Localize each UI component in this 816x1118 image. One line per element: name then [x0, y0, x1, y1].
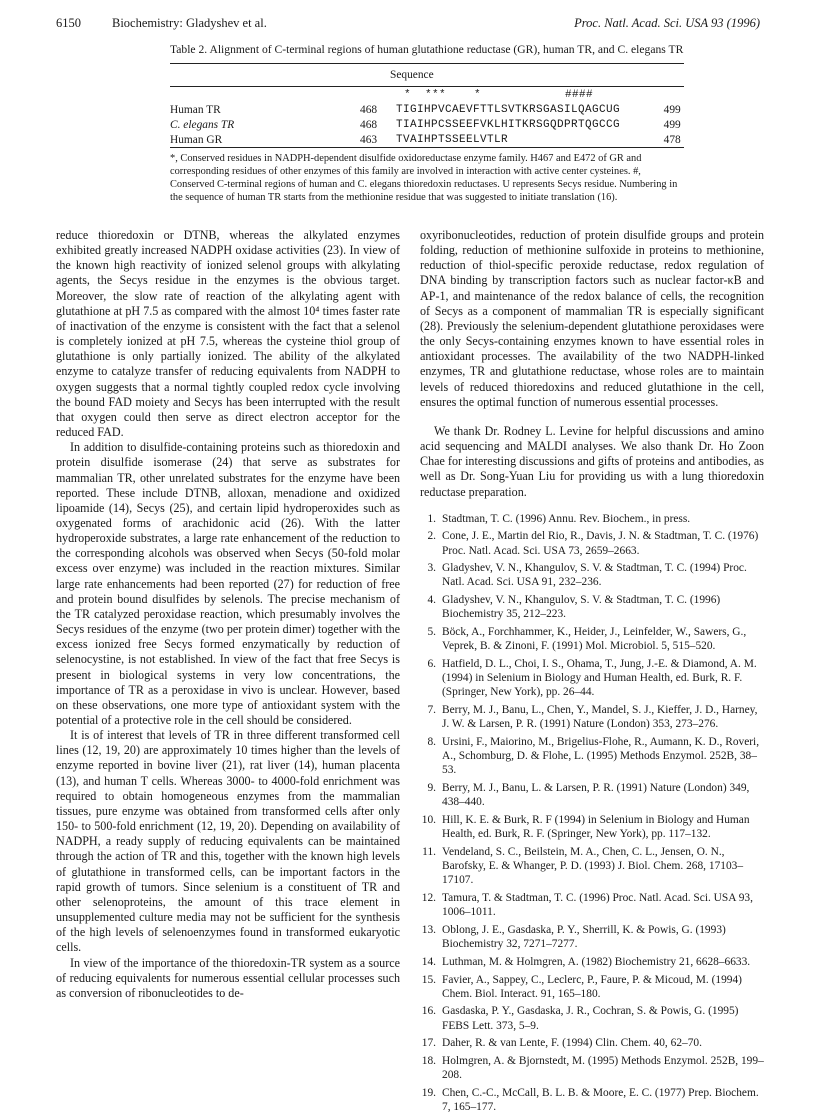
reference-item: 10. Hill, K. E. & Burk, R. F (1994) in Selenium in Biology and Human Health, ed. Burk, R. F. (Springer, New York), pp. 117–132. — [421, 814, 750, 841]
table-caption-label: Table 2. — [170, 43, 208, 56]
reference-item: 15. Favier, A., Sappey, C., Leclerc, P., Faure, P. & Micoud, M. (1994) Chem. Biol. Interact. 91, 165–180. — [421, 973, 742, 1000]
paragraph: In view of the importance of the thioredoxin-TR system as a source of reducing equivalents for numerous essential cellular processes such as conversion of ribonucleotides to de- — [56, 955, 400, 1000]
sequence-table — [170, 63, 684, 148]
table-row: Human GR 463 TVAIHPTSSEELVTLR 478 — [170, 132, 684, 148]
reference-item: 9. Berry, M. J., Banu, L. & Larsen, P. R. (1991) Nature (London) 349, 438–440. — [427, 782, 750, 809]
reference-list — [420, 512, 764, 1115]
table-row: C. elegans TR 468 TIAIHPCSSEEFVKLHITKRSGQDPRTQGCCG 499 — [170, 118, 681, 131]
publication-info: Proc. Natl. Acad. Sci. USA 93 (1996) — [574, 16, 760, 30]
running-header — [56, 16, 760, 36]
alignment-table — [170, 43, 684, 214]
left-column — [56, 228, 400, 1001]
acknowledgment: We thank Dr. Rodney L. Levine for helpful discussions and amino acid sequencing and MALDI analyses. We also thank Dr. Ho Zoon Chae for interesting discussions and gifts of proteins and antibodies, as well as Dr. Song-Yuan Liu for providing us with a lung thioredoxin reductase preparation. — [420, 423, 764, 499]
table-row: Human TR 468 TIGIHPVCAEVFTTLSVTKRSGASILQAGCUG 499 — [170, 103, 681, 116]
paragraph: It is of interest that levels of TR in three different transformed cell lines (12, 19, 20) are approximately 10 times higher than the levels of enzyme reported in bovine liver (21), rat liver (14), human placenta (13), and human T cells. Whereas 3000- to 4000-fold enrichment was required to obtain homogeneous enzymes from the mammalian tissues, pure enzyme was obtained from transformed cells after only 150- to 500-fold enrichment (12, 19, 20). Depending on availability of NADPH, a ready supply of reducing equivalents can be maintained through the action of TR and this, together with the known high levels of glutathione in transformed cells, can be important factors in the rapid growth of tumors. Since selenium is a constituent of TR and other selenoproteins, the amount of this trace element in unsupplemented culture media may not be sufficient for the synthesis of the high levels of selenoenzymes found in transformed eukaryotic cells. — [56, 728, 400, 955]
reference-item: 8. Ursini, F., Maiorino, M., Brigelius-Flohe, R., Aumann, K. D., Roveri, A., Schomburg, D. & Flohe, L. (1995) Methods Enzymol. 252B, 38–53. — [427, 736, 760, 777]
table-footnote: *, Conserved residues in NADPH-dependent disulfide oxidoreductase enzyme family. H467 and E472 of GR and corresponding residues of other enzymes of this family are involved in interaction with active center cysteines. #, Conserved C-terminal regions of human and C. elegans thioredoxin reductases. U represents Secys residue. Numbering in the sequence of human TR starts from the methionine residue that was suggested to initiate translation (16). — [170, 153, 678, 203]
reference-item: 3. Gladyshev, V. N., Khangulov, S. V. & Stadtman, T. C. (1994) Proc. Natl. Acad. Sci. USA 91, 232–236. — [427, 562, 747, 589]
table-caption-text: Alignment of C-terminal regions of human glutathione reductase (GR), human TR, and C. elegans TR — [209, 43, 684, 56]
reference-item: 7. Berry, M. J., Banu, L., Chen, Y., Mandel, S. J., Kieffer, J. D., Harney, J. W. & Larsen, P. R. (1991) Nature (London) 353, 273–276. — [427, 704, 758, 731]
reference-item: 1. Stadtman, T. C. (1996) Annu. Rev. Biochem., in press. — [427, 512, 691, 525]
reference-item: 17. Daher, R. & van Lente, F. (1994) Clin. Chem. 40, 62–70. — [421, 1037, 702, 1050]
reference-item: 5. Böck, A., Forchhammer, K., Heider, J., Leinfelder, W., Sawers, G., Veprek, B. & Zinoni, F. (1991) Mol. Microbiol. 5, 515–520. — [427, 626, 747, 653]
paragraph: In addition to disulfide-containing proteins such as thioredoxin and protein disulfide isomerase (24) that serve as substrates for mammalian TR, other unrelated substrates for the enzyme have been reported. These include DTNB, alloxan, menadione and oxidized lipoamide (14), Secys (25), and certain lipid hydroperoxides such as oxygenated forms of arachidonic acid (26). With the latter hydroperoxide substrates, a large rate enhancement of the reduction to the corresponding alcohols was observed when Secys (50-fold molar excess over enzyme) was included in the reaction mixtures. Similar large rate enhancements had been reported (27) for reduction of free and protein bound disulfides by selenols. The precise mechanism of the TR catalyzed peroxidase reaction, which presumably involves the Secys residues of the enzyme (two per protein dimer) together with the excess ionized free Secys formed enzymatically by reduction of selenocystine, is not established. In view of the fact that free Secys is present in biological systems in very low concentrations, the importance of TR as a peroxidase in vivo is unclear. However, based on these observations, one more type of antioxidant system with the potential of a protective role in the cell should be considered. — [56, 440, 400, 727]
column-header-sequence: Sequence — [390, 69, 434, 81]
reference-item: 4. Gladyshev, V. N., Khangulov, S. V. & Stadtman, T. C. (1996) Biochemistry 35, 212–223. — [427, 594, 721, 621]
conservation-markers: * *** * #### — [404, 88, 594, 101]
journal-title: Biochemistry: Gladyshev et al. — [112, 16, 267, 30]
reference-item: 11. Vendeland, S. C., Beilstein, M. A., Chen, C. L., Jensen, O. N., Barofsky, E. & Whanger, P. D. (1993) J. Biol. Chem. 268, 17103–17107. — [422, 845, 744, 887]
reference-item: 6. Hatfield, D. L., Choi, I. S., Ohama, T., Jung, J.-E. & Diamond, A. M. (1994) in Selenium in Biology and Human Health, ed. Burk, R. F. (Springer, New York), pp. 26–44. — [427, 657, 757, 699]
reference-item: 18. Holmgren, A. & Bjornstedt, M. (1995) Methods Enzymol. 252B, 199–208. — [421, 1055, 764, 1082]
reference-item: 13. Oblong, J. E., Gasdaska, P. Y., Sherrill, K. & Powis, G. (1993) Biochemistry 32, 7271–7277. — [421, 923, 726, 951]
page-number: 6150 — [56, 16, 81, 30]
paragraph: reduce thioredoxin or DTNB, whereas the alkylated enzymes exhibited greatly increased NADPH oxidase activities (23). In view of the known high reactivity of ionized selenol groups with alkylating agents, the Secys residue in the enzymes is the obvious target. Moreover, the slow rate of reaction of the alkylating agent with glutathione at pH 7.5 as compared with the almost 10⁴ times faster rate of inactivation of the enzyme is consistent with the fact that a selenol is completely ionized at pH 7.5, whereas the cysteine thiol group of glutathione is only partially ionized. The ability of the alkylated enzyme to catalyze transfer of reducing equivalents from NADPH to oxygen suggests that a normal tightly coupled redox cycle involving the bound FAD moiety and Secys has been interrupted with the result that oxygen could then serve as direct electron acceptor for the reduced FAD. — [56, 228, 400, 440]
reference-item: 12. Tamura, T. & Stadtman, T. C. (1996) Proc. Natl. Acad. Sci. USA 93, 1006–1011. — [421, 892, 753, 919]
reference-item: 14. Luthman, M. & Holmgren, A. (1982) Biochemistry 21, 6628–6633. — [421, 955, 751, 968]
right-column — [420, 228, 764, 1118]
reference-item: 16. Gasdaska, P. Y., Gasdaska, J. R., Cochran, S. & Powis, G. (1995) FEBS Lett. 373, 5–9. — [421, 1005, 739, 1032]
table-caption — [170, 43, 684, 57]
reference-item: 2. Cone, J. E., Martin del Rio, R., Davis, J. N. & Stadtman, T. C. (1976) Proc. Natl. Acad. Sci. USA 73, 2659–2663. — [427, 530, 759, 557]
reference-item: 19. Chen, C.-C., McCall, B. L. B. & Moore, E. C. (1977) Prep. Biochem. 7, 165–177. — [421, 1086, 759, 1114]
paragraph: oxyribonucleotides, reduction of protein disulfide groups and protein folding, reduction of methionine sulfoxide in proteins to methionine, reduction of thiol-specific peroxide reductase, redox regulation of DNA binding by transcription factors such as nuclear factor-κB and AP-1, and maintenance of the redox balance of cells, the recognition of Secys as a component of mammalian TR is especially significant (28). Previously the selenium-dependent glutathione peroxidases were the only Secys-containing enzymes known to have essential roles in antioxidant processes. The availability of the two NADPH-linked enzymes, TR and glutathione reductase, whose roles are to maintain levels of reduced thioredoxins and reduced glutathione in the cell, ensures the optimal function of numerous essential processes. — [420, 228, 764, 409]
